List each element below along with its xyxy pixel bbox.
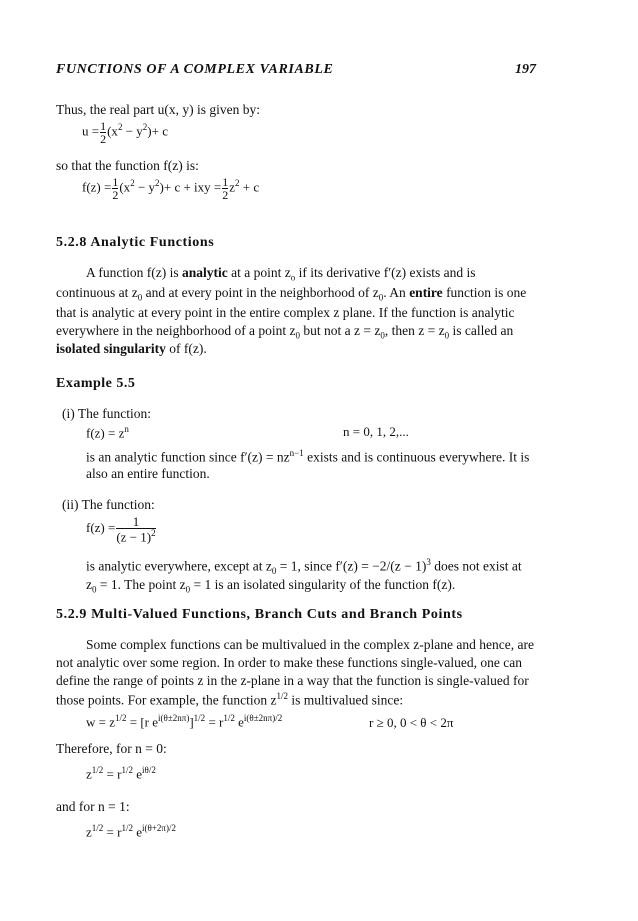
paragraph-analytic-line2: continuous at $z_0$ and at every point in the neighborhood of $z_0$. An entire function is one [56, 285, 527, 303]
paragraph-mv-line3: define the range of points z in the z-plane in a way that the function is single-valued for [56, 673, 529, 688]
item-ii-equation: f(z) = $\frac{1}{(z - 1)^2}$ [86, 514, 156, 545]
section-heading-multivalued: 5.2.9 Multi-Valued Functions, Branch Cuts and Branch Points [56, 607, 463, 622]
paragraph-analytic-line1: A function f(z) is analytic at a point $z_o$ if its derivative f′(z) exists and is [86, 265, 476, 283]
item-i-equation: $f(z) = z^n$ [86, 424, 129, 441]
header-title: FUNCTIONS OF A COMPLEX VARIABLE [56, 62, 334, 77]
item-i-line2: also an entire function. [86, 466, 210, 481]
item-i-range: n = 0, 1, 2,... [343, 424, 409, 439]
item-i-label: (i) The function: [62, 406, 151, 421]
item-ii-line2: $z_0 = 1$. The point $z_0 = 1$ is an isolated singularity of the function f(z). [86, 577, 456, 595]
paragraph-function: so that the function f(z) is: [56, 158, 199, 173]
equation-f: f(z) = $\frac{1}{2}$ $(x^2 - y^2)+ c$ + ixy = $\frac{1}{2}$ $z^2 + c$ [82, 175, 260, 202]
paragraph-mv-line2: not analytic over some region. In order to make these functions single-valued, one can [56, 655, 522, 670]
paragraph-real-part: Thus, the real part u(x, y) is given by: [56, 102, 260, 117]
paragraph-and-for: and for n = 1: [56, 799, 130, 814]
section-heading-analytic: 5.2.8 Analytic Functions [56, 235, 215, 250]
equation-w: $w = z^{1/2} = [r$ $e^{i(\theta\pm 2n\pi)}]^{1/2} = r^{1/2}$ $e^{i(\theta\pm 2n\pi)/2}$ [86, 713, 283, 730]
item-i-line1: is an analytic function since $f'(z) = nz^{n-1}$ exists and is continuous everywhere. It is [86, 448, 530, 465]
running-header [56, 62, 536, 78]
paragraph-mv-line1: Some complex functions can be multivalued in the complex z-plane and hence, are [86, 637, 534, 652]
equation-n1: $z^{1/2} = r^{1/2}$ $e^{i(\theta+2\pi)/2}$ [86, 823, 176, 840]
paragraph-mv-line4: those points. For example, the function $z^{1/2}$ is multivalued since: [56, 691, 404, 708]
equation-n0: $z^{1/2} = r^{1/2}$ $e^{i\theta/2}$ [86, 765, 156, 782]
paragraph-analytic-line4: everywhere in the neighborhood of a point $z_0$ but not a $z = z_0$, then $z = z_0$ is called an [56, 323, 514, 341]
equation-w-condition: r ≥ 0, 0 < θ < 2π [369, 715, 454, 730]
example-heading: Example 5.5 [56, 376, 136, 391]
item-ii-line1: is analytic everywhere, except at $z_0 = 1$, since $f'(z) = -2/(z - 1)^3$ does not exist at [86, 557, 522, 577]
paragraph-therefore: Therefore, for n = 0: [56, 741, 167, 756]
page-number: 197 [515, 62, 536, 77]
equation-u: u = $\frac{1}{2}$ $(x^2 - y^2)+ c$ [82, 119, 168, 146]
paragraph-analytic-line5: isolated singularity of f(z). [56, 341, 207, 356]
item-ii-label: (ii) The function: [62, 497, 155, 512]
paragraph-analytic-line3: that is analytic at every point in the entire complex z plane. If the function is analytic [56, 305, 515, 320]
